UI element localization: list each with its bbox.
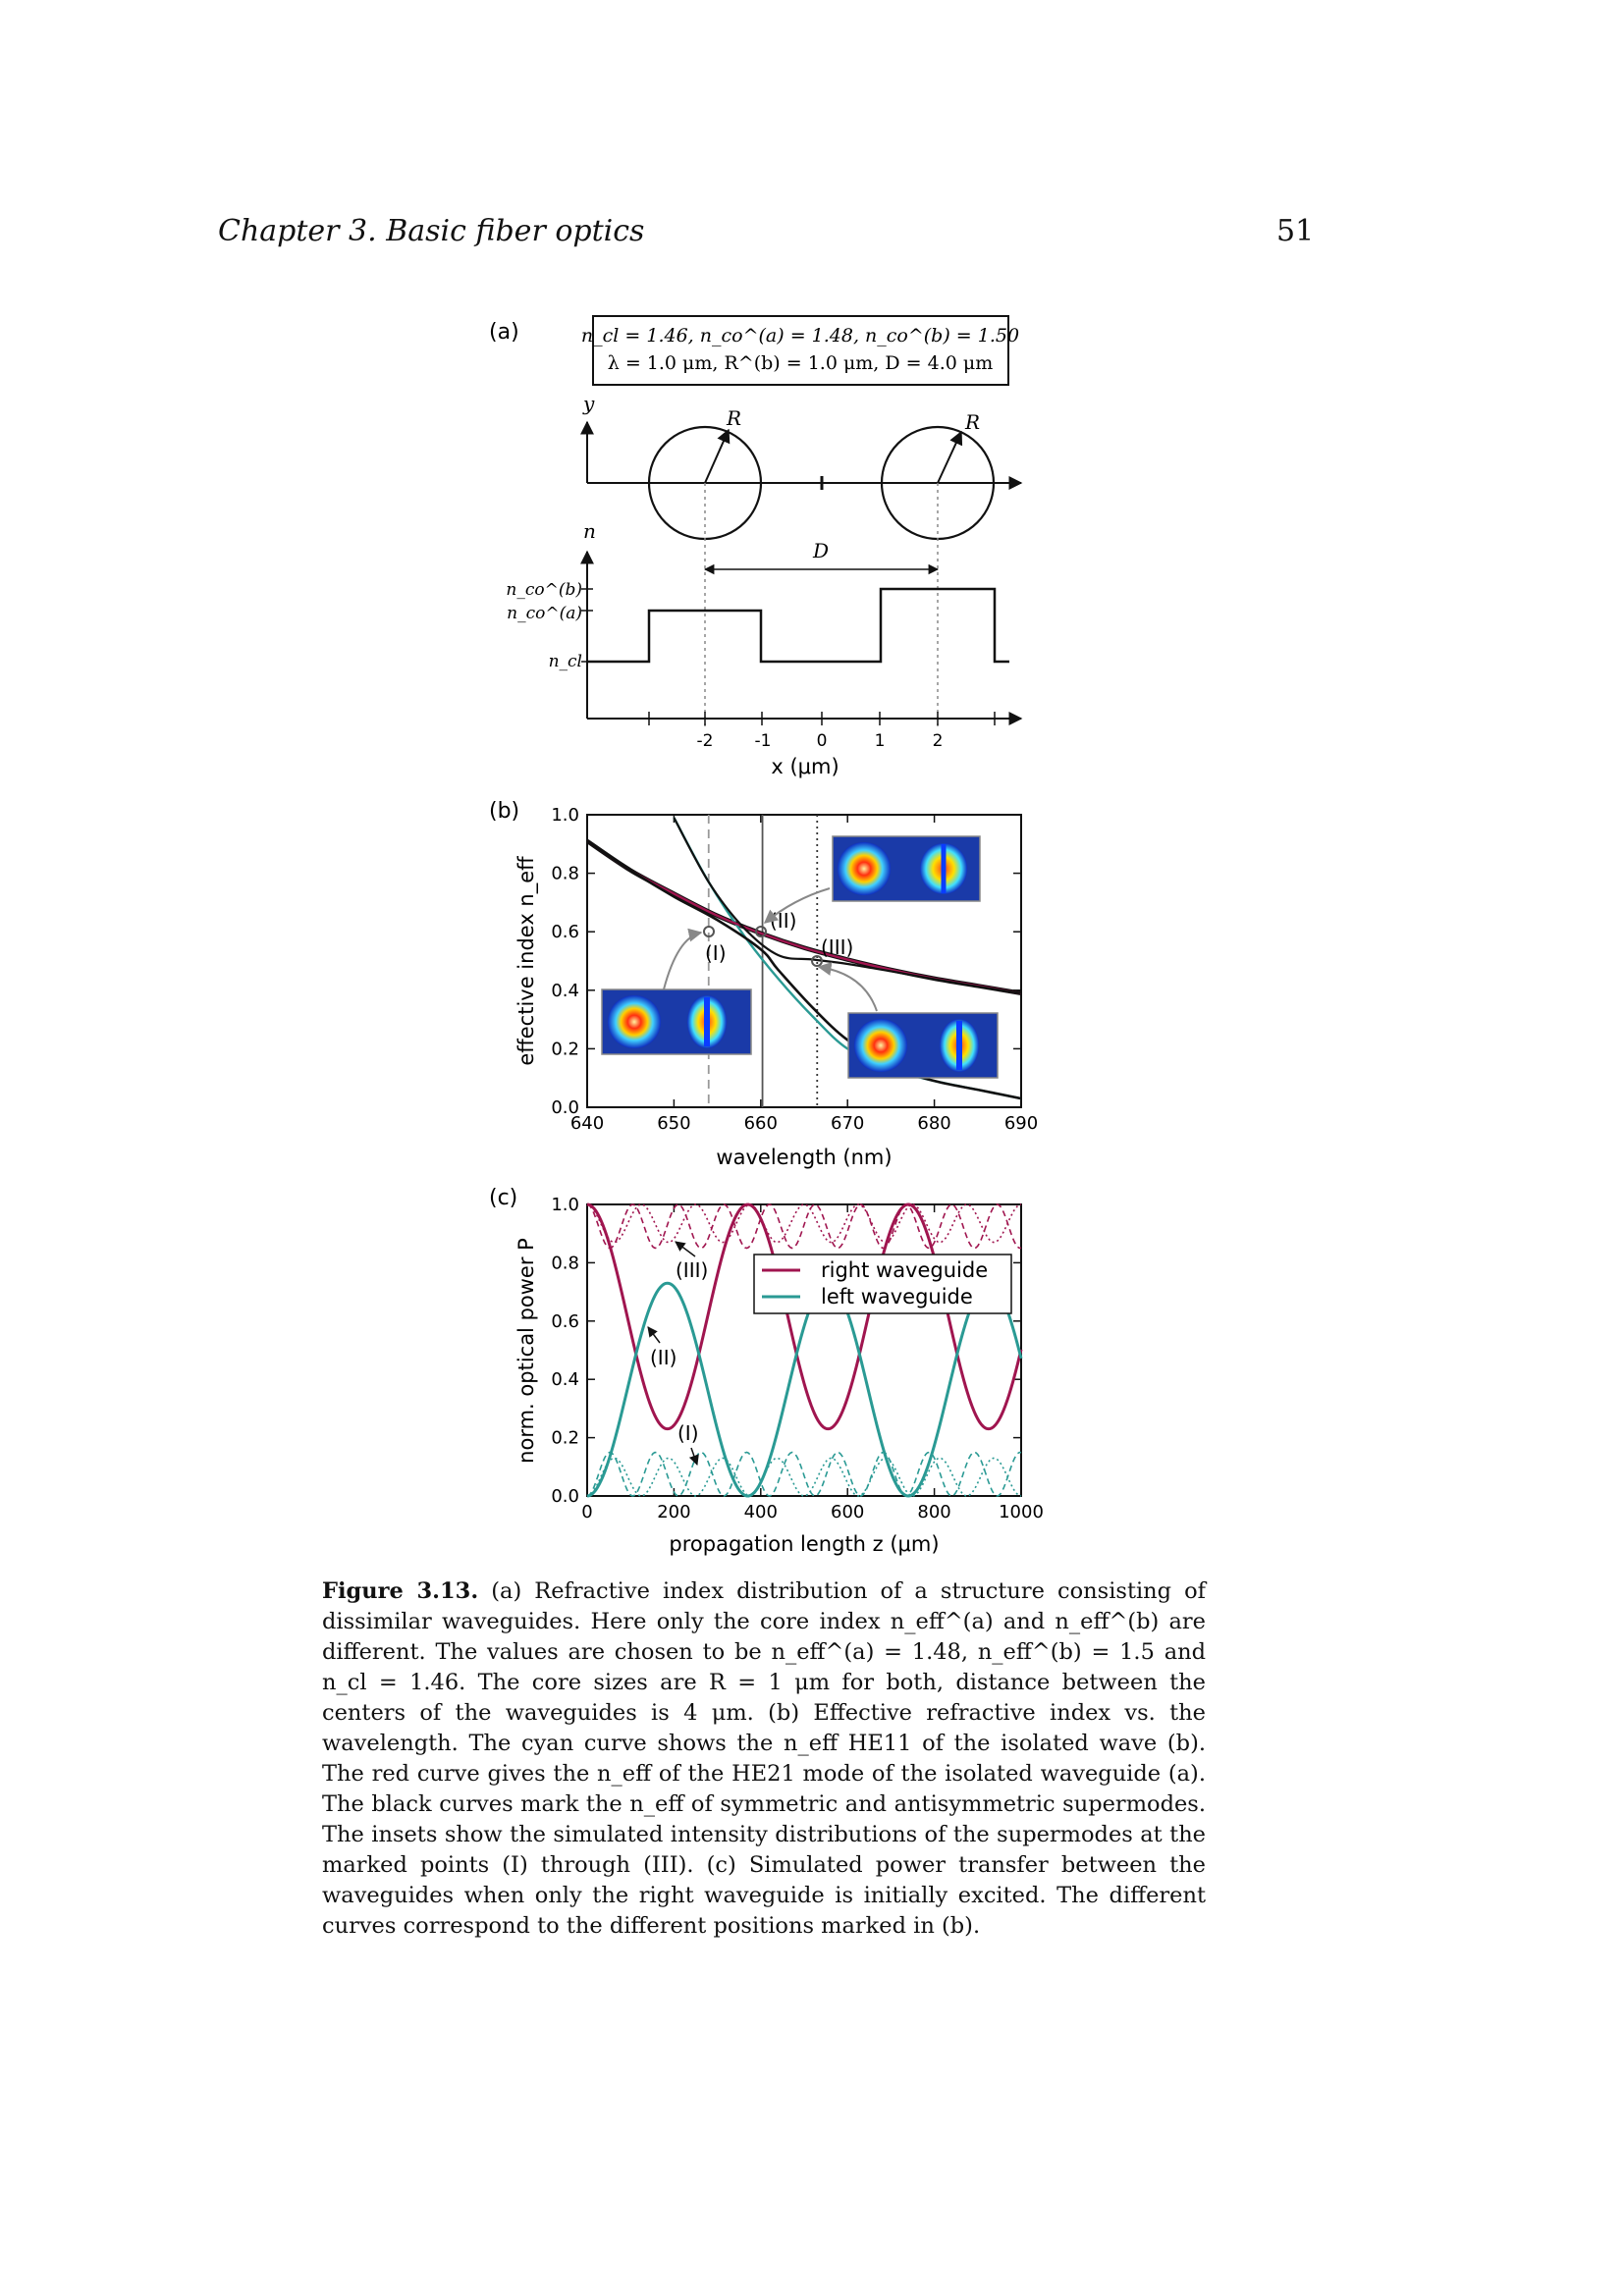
panel-b-label: (b): [489, 799, 520, 824]
caption-figure-label: Figure 3.13.: [322, 1578, 479, 1604]
xtick-label: 400: [743, 1502, 778, 1522]
xtick-minus2: -2: [696, 731, 714, 751]
xtick-label: 640: [569, 1113, 605, 1134]
ytick-label: 0.2: [551, 1427, 579, 1449]
plot-c-legend: [754, 1255, 1011, 1313]
xtick-2: 2: [932, 731, 944, 751]
annot-b-I: (I): [705, 941, 727, 965]
left-radius-label: R: [727, 406, 742, 430]
page-number: 51: [1276, 214, 1315, 248]
index-profile-line: [587, 589, 1009, 662]
ytick-label: 1.0: [551, 1195, 579, 1215]
xtick-label: 680: [917, 1113, 951, 1134]
ytick-label: 0.4: [551, 980, 579, 1001]
annot-b-III: (III): [821, 935, 854, 959]
xtick-label: 800: [917, 1502, 951, 1522]
parameter-line-1: n_cl = 1.46, n_co^(a) = 1.48, n_co^(b) = 1.50: [580, 325, 1020, 347]
caption-text: (a) Refractive index distribution of a structure consisting of dissimilar waveguides. Here only the core index n_eff^(a) and n_eff^(b) are different. The values are chosen to be n_eff^(a) = 1.48, n_eff^(b) = 1.5 and n_cl = 1.46. The core sizes are R = 1 μm for both, distance between the centers of the waveguides is 4 μm. (b) Effective refractive index vs. the wavelength. The cyan curve shows the n_eff HE11 of the isolated wave (b). The red curve gives the n_eff of the HE21 mode of the isolated waveguide (a). The black curves mark the n_eff of symmetric and antisymmetric supermodes. The insets show the simulated intensity distributions of the supermodes at the marked points (I) through (III). (c) Simulated power transfer between the waveguides when only the right waveguide is initially excited. The different curves correspond to the different positions marked in (b).: [322, 1578, 1207, 1939]
ytick-label: 0.4: [551, 1369, 579, 1391]
parameter-line-2: λ = 1.0 μm, R^(b) = 1.0 μm, D = 4.0 μm: [607, 352, 994, 374]
xtick-label: 200: [657, 1502, 691, 1522]
right-radius-arrow: [938, 432, 961, 483]
ytick-label: 0.6: [551, 1310, 579, 1332]
ytick-nco-b: n_co^(b): [506, 580, 582, 600]
plot-c-ylabel: norm. optical power P: [514, 1238, 538, 1464]
xtick-label: 600: [831, 1502, 865, 1522]
xtick-label: 1000: [999, 1502, 1044, 1522]
annot-c-I: (I): [677, 1421, 699, 1445]
inset-mode-II: [833, 836, 980, 901]
chapter-header: Chapter 3. Basic fiber optics: [218, 214, 645, 248]
ytick-label: 0.6: [551, 922, 579, 943]
figure-caption: [322, 1576, 1206, 1942]
inset-mode-III: [848, 1013, 998, 1078]
ytick-nco-a: n_co^(a): [507, 604, 582, 623]
plot-b-xlabel: wavelength (nm): [716, 1146, 893, 1169]
panel-c-label: (c): [489, 1186, 518, 1210]
plot-b-ylabel: effective index n_eff: [514, 856, 538, 1066]
ytick-label: 0.8: [551, 863, 579, 884]
ytick-label: 0.2: [551, 1039, 579, 1060]
xtick-1: 1: [874, 731, 886, 751]
plot-c-xlabel: propagation length z (μm): [669, 1532, 940, 1556]
ytick-label: 1.0: [551, 805, 579, 826]
panel-a-xlabel: x (μm): [771, 755, 839, 778]
distance-label: D: [813, 539, 830, 562]
y-axis-label: y: [583, 392, 595, 415]
annot-c-III: (III): [676, 1258, 709, 1282]
xtick-label: 650: [657, 1113, 691, 1134]
inset-mode-I: [602, 989, 751, 1054]
ytick-label: 0.0: [551, 1486, 579, 1507]
annot-c-II: (II): [650, 1346, 677, 1369]
panel-a: [489, 316, 1021, 778]
xtick-label: 690: [1003, 1113, 1039, 1134]
series-right-waveguide: [587, 1204, 1021, 1429]
xtick-label: 660: [743, 1113, 778, 1134]
ytick-label: 0.0: [551, 1097, 579, 1118]
n-axis-label: n: [583, 519, 596, 543]
xtick-0: 0: [816, 731, 828, 751]
annot-b-II: (II): [770, 909, 797, 933]
series-left-waveguide: [587, 1283, 1021, 1496]
panel-a-label: (a): [489, 320, 519, 345]
panel-b: [489, 799, 1038, 1169]
left-radius-arrow: [705, 430, 729, 483]
ytick-ncl: n_cl: [548, 652, 582, 671]
legend-right-waveguide: right waveguide: [821, 1258, 989, 1282]
ytick-label: 0.8: [551, 1253, 579, 1274]
legend-left-waveguide: left waveguide: [821, 1285, 973, 1308]
panel-c: [489, 1186, 1044, 1556]
xtick-label: 0: [581, 1502, 593, 1522]
xtick-minus1: -1: [754, 731, 772, 751]
right-radius-label: R: [965, 410, 981, 434]
xtick-label: 670: [831, 1113, 865, 1134]
